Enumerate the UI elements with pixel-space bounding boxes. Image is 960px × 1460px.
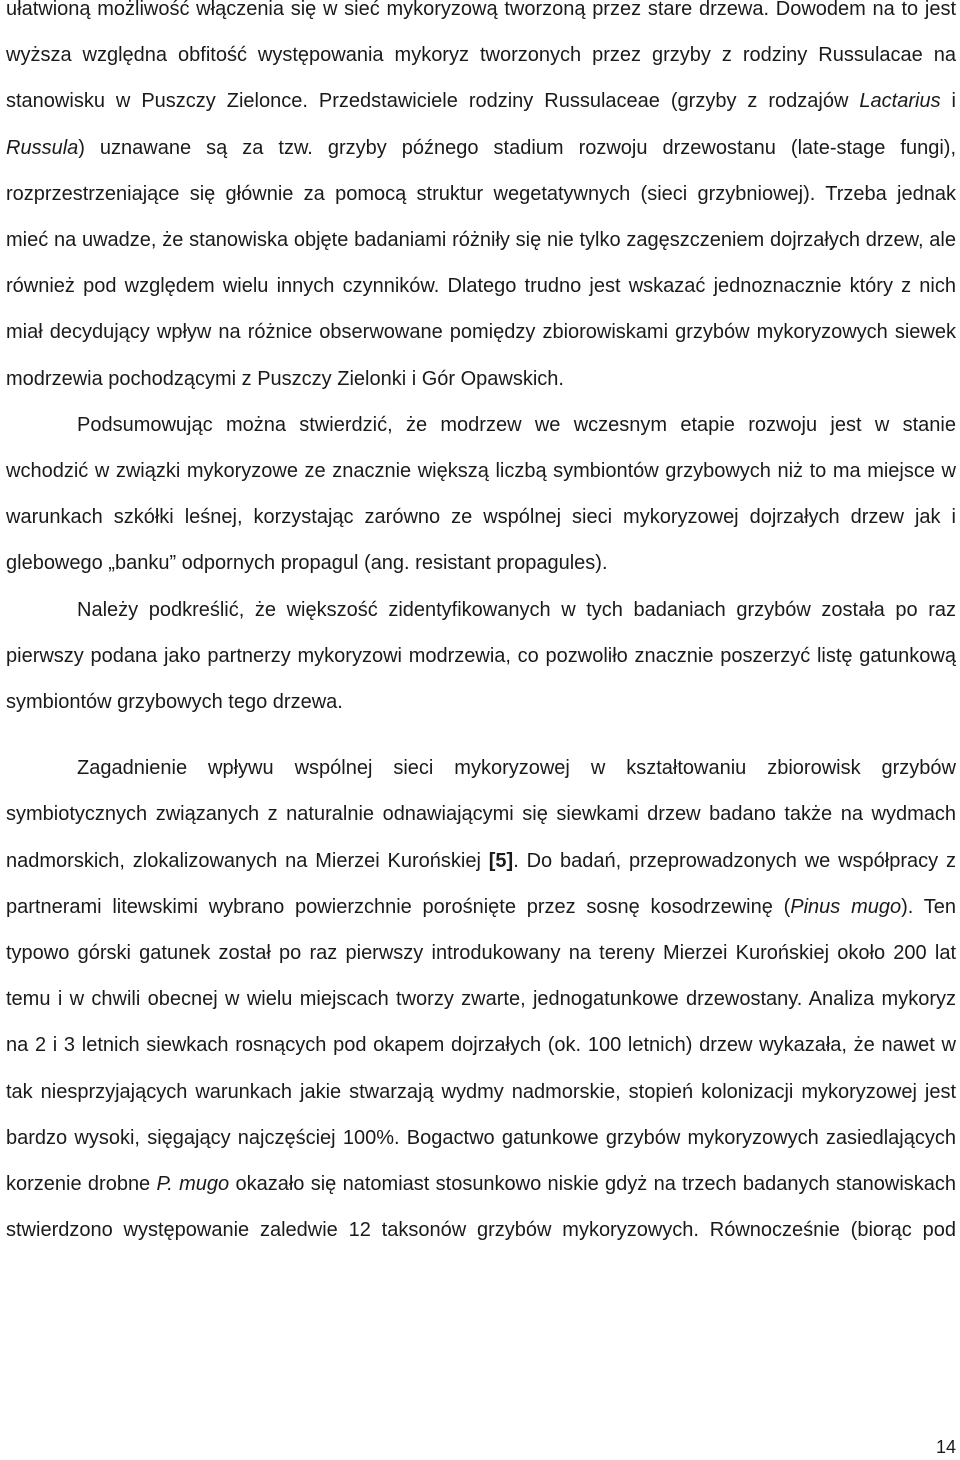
text-run: okazało się natomiast stosunkowo niskie gdyż na trzech badanych stanowiskach stwierdzono występowanie zaledwie 12 taksonów grzybów mykoryzowych. Równocześnie (biorąc pod bbox=[6, 1173, 957, 1242]
text-run: . Do badań, przeprowadzonych we współpracy z partnerami litewskimi wybrano powierzchnie porośnięte przez sosnę kosodrzewinę ( bbox=[6, 849, 956, 918]
text-run: ). Ten typowo górski gatunek został po raz pierwszy introdukowany na tereny Mierzei Kurońskiej około 200 lat temu i w chwili obecnej w wielu miejscach tworzy zwarte, jednogatunkowe drzewostany. Analiza mykoryz na 2 i 3 letnich siewkach rosnących pod okapem dojrzałych (ok. 100 letnich) drzew wykazała, że nawet w tak niesprzyjających warunkach jakie stwarzają wydmy nadmorskie, stopień kolonizacji mykoryzowej jest bardzo wysoki, sięgający najczęściej 100%. Bogactwo gatunkowe grzybów mykoryzowych zasiedlających korzenie drobne bbox=[6, 895, 956, 1196]
document-page bbox=[6, 0, 956, 1253]
italic-term: Russula bbox=[6, 136, 79, 159]
text-run: i bbox=[940, 90, 956, 113]
paragraph-4 bbox=[6, 745, 956, 1253]
text-run: Należy podkreślić, że większość zidentyfikowanych w tych badaniach grzybów została po raz pierwszy podana jako partnerzy mykoryzowi modrzewia, co pozwoliło znacznie poszerzyć listę gatunkową symbiontów grzybowych tego drzewa. bbox=[6, 598, 956, 714]
paragraph-3 bbox=[6, 587, 956, 726]
text-run: Zagadnienie wpływu wspólnej sieci mykoryzowej w kształtowaniu zbiorowisk grzybów symbiotycznych związanych z naturalnie odnawiającymi się siewkami drzew badano także na wydmach nadmorskich, zlokalizowanych na Mierzei Kurońskiej bbox=[6, 757, 956, 872]
italic-term: P. mugo bbox=[156, 1173, 230, 1196]
page-number: 14 bbox=[935, 1437, 956, 1457]
text-run: ) uznawane są za tzw. grzyby późnego stadium rozwoju drzewostanu (late-stage fungi), rozprzestrzeniające się głównie za pomocą struktur wegetatywnych (sieci grzybniowej). Trzeba jednak mieć na uwadze, że stanowiska objęte badaniami różniły się nie tylko zagęszczeniem dojrzałych drzew, ale również pod względem wielu innych czynników. Dlatego trudno jest wskazać jednoznacznie który z nich miał decydujący wpływ na różnice obserwowane pomiędzy zbiorowiskami grzybów mykoryzowych siewek modrzewia pochodzącymi z Puszczy Zielonki i Gór Opawskich. bbox=[6, 136, 956, 390]
paragraph-2 bbox=[6, 402, 956, 587]
text-run: Podsumowując można stwierdzić, że modrzew we wczesnym etapie rozwoju jest w stanie wchodzić w związki mykoryzowe ze znacznie większą liczbą symbiontów grzybowych niż to ma miejsce w warunkach szkółki leśnej, korzystając zarówno ze wspólnej sieci mykoryzowej dojrzałych drzew jak i glebowego „banku” odpornych propagul (ang. resistant propagules). bbox=[6, 413, 956, 575]
text-run: ułatwioną możliwość włączenia się w sieć mykoryzową tworzoną przez stare drzewa. Dowodem na to jest wyższa względna obfitość występowania mykoryz tworzonych przez grzyby z rodziny Russulacae na stanowisku w Puszczy Zielonce. Przedstawiciele rodziny Russulaceae (grzyby z rodzajów bbox=[6, 0, 956, 113]
paragraph-1 bbox=[6, 0, 956, 402]
citation-reference: [5] bbox=[488, 849, 514, 872]
italic-term: Pinus mugo bbox=[790, 895, 902, 918]
italic-term: Lactarius bbox=[859, 90, 941, 113]
